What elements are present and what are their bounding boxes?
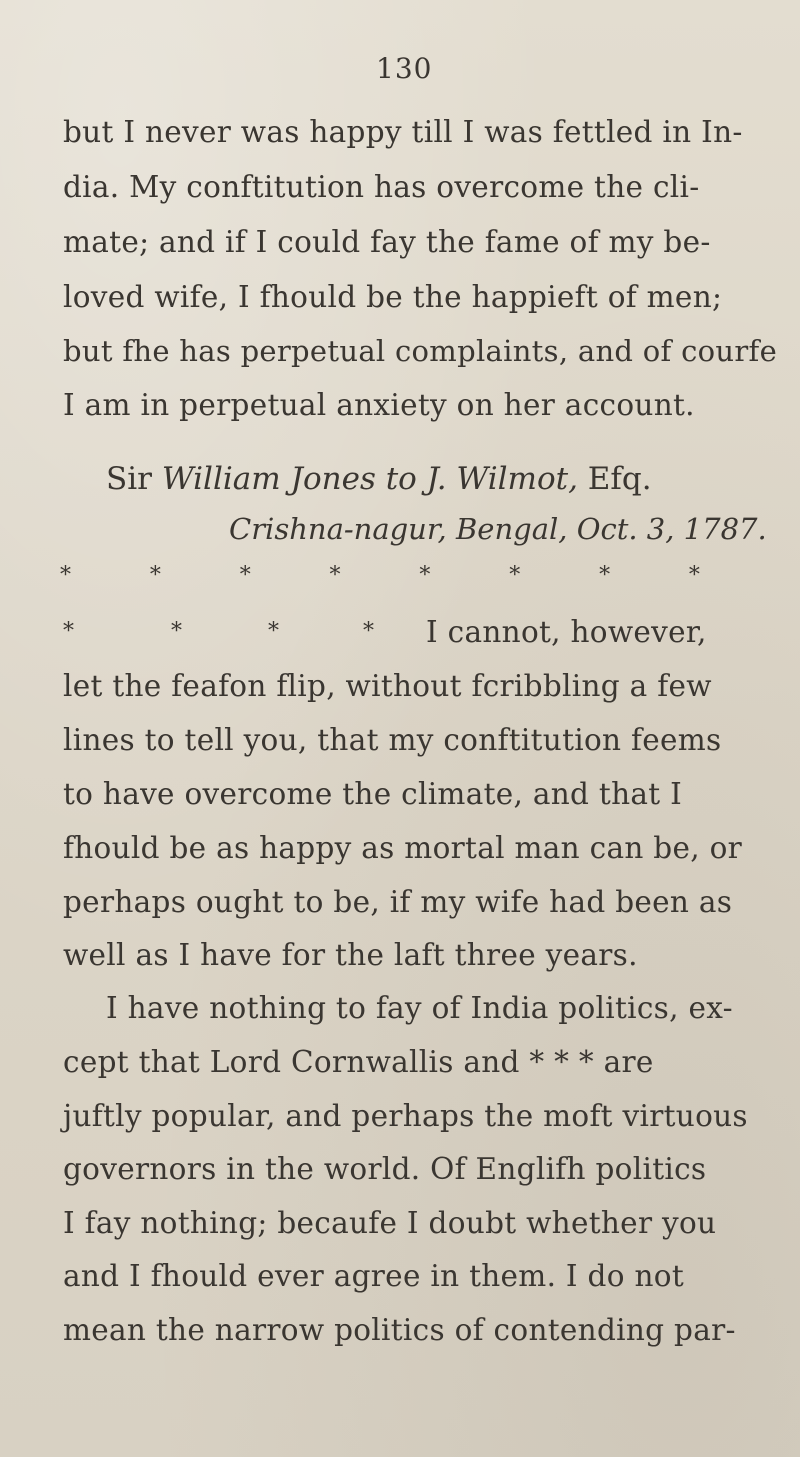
text-line: but fhe has perpetual complaints, and of courfe (63, 334, 778, 368)
text-line: dia. My conftitution has overcome the cli- (63, 170, 700, 204)
ellipsis-star: * (268, 619, 280, 644)
ellipsis-star: * (599, 563, 611, 588)
heading-name: William Jones to J. Wilmot, (161, 461, 578, 497)
page-number: 130 (376, 52, 433, 85)
ellipsis-star: * (63, 619, 75, 644)
text-line: mate; and if I could fay the fame of my be- (63, 225, 711, 259)
text-line: governors in the world. Of Englifh politics (63, 1152, 707, 1186)
ellipsis-star: * (688, 563, 700, 588)
ellipsis-star: * (171, 619, 183, 644)
letter-dateline: Crishna-nagur, Bengal, Oct. 3, 1787. (229, 512, 767, 546)
ellipsis-star: * (149, 563, 161, 588)
text-line: and I fhould ever agree in them. I do not (63, 1259, 684, 1293)
ellipsis-star: * (329, 563, 341, 588)
text-line: to have overcome the climate, and that I (63, 777, 683, 811)
text-line: well as I have for the laft three years. (63, 938, 638, 972)
letter-heading (106, 458, 652, 500)
ellipsis-star: * (509, 563, 521, 588)
text-line: fhould be as happy as mortal man can be, or (63, 831, 743, 865)
text-line: I cannot, however, (426, 615, 707, 649)
text-line: I fay nothing; becaufe I doubt whether you (63, 1206, 717, 1240)
ellipsis-row (60, 561, 700, 591)
text-line: I am in perpetual anxiety on her account. (63, 388, 695, 422)
text-line: I have nothing to fay of India politics, ex- (106, 991, 733, 1025)
heading-prefix: Sir (106, 461, 162, 497)
ellipsis-star: * (363, 619, 375, 644)
text-line: perhaps ought to be, if my wife had been as (63, 885, 733, 919)
text-line: but I never was happy till I was fettled in In- (63, 115, 743, 149)
ellipsis-star: * (60, 563, 71, 588)
ellipsis-star: * (239, 563, 251, 588)
text-line: lines to tell you, that my conftitution feems (63, 723, 722, 757)
ellipsis-star: * (419, 563, 431, 588)
heading-suffix: Efq. (577, 461, 652, 497)
text-line: juftly popular, and perhaps the moft virtuous (63, 1099, 748, 1133)
text-line: let the feafon flip, without fcribbling a few (63, 669, 712, 703)
text-line: mean the narrow politics of contending par- (63, 1313, 736, 1347)
text-line: loved wife, I fhould be the happieft of men; (63, 280, 723, 314)
text-line: cept that Lord Cornwallis and * * * are (63, 1045, 654, 1079)
